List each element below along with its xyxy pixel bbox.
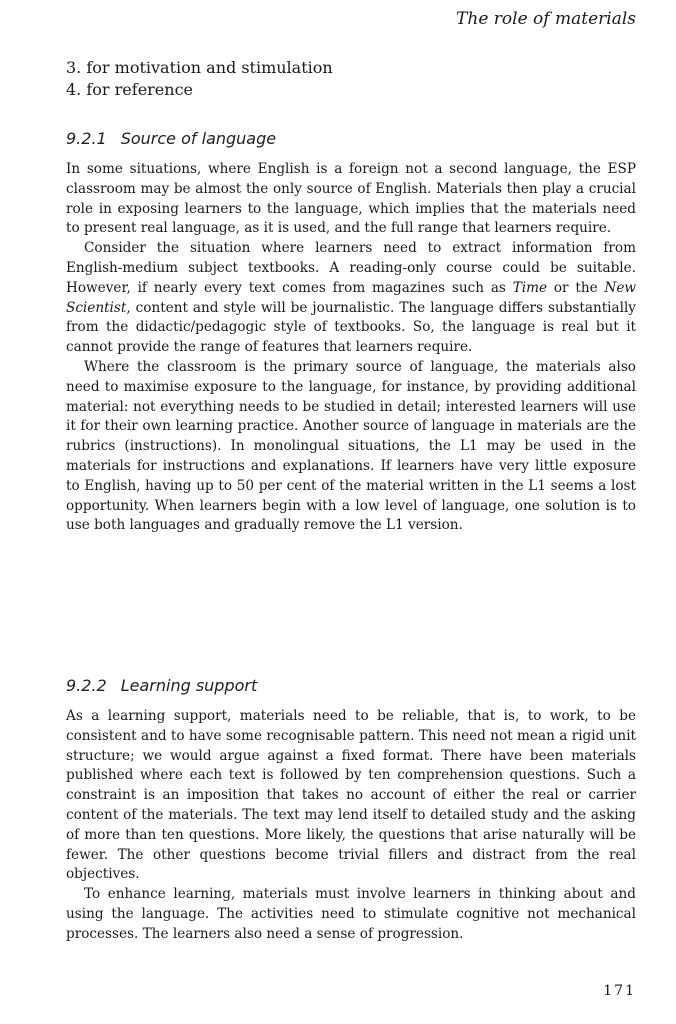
- section-body-source-of-language: [66, 160, 636, 536]
- paragraph: In some situations, where English is a foreign not a second language, the ESP classroom may be almost the only source of English. Materials then play a crucial role in exposing learners to the language, which implies that the materials need to present real language, as it is used, and the full range that learners require.: [66, 161, 636, 237]
- page-number: 171: [603, 983, 636, 999]
- paragraph-text: Consider the situation where learners need to extract information from English-medium subject textbooks. A reading-only course could be suitable. However, if nearly every text comes from magazines such as: [66, 240, 636, 296]
- section-number: 9.2.1: [66, 129, 107, 148]
- numbered-list: [66, 57, 333, 101]
- paragraph: To enhance learning, materials must involve learners in thinking about and using the language. The activities need to stimulate cognitive not mechanical processes. The learners also need a sense of progression.: [66, 886, 636, 942]
- paragraph: Where the classroom is the primary source of language, the materials also need to maximise exposure to the language, for instance, by providing additional material: not everything needs to be studied in detail; interested learners will use it for their own learning practice. Another source of language in materials are the rubrics (instructions). In monolingual situations, the L1 may be used in the materials for instructions and explanations. If learners have very little exposure to English, having up to 50 per cent of the material written in the L1 seems a lost opportunity. When learners begin with a low level of language, one solution is to use both languages and gradually remove the L1 version.: [66, 358, 636, 534]
- section-number: 9.2.2: [66, 676, 107, 695]
- paragraph-text: , content and style will be journalistic. The language differs substantially from the didactic/pedagogic style of textbooks. So, the language is real but it cannot provide the range of features that learners require.: [66, 299, 636, 356]
- list-item-text: for reference: [86, 80, 194, 99]
- list-item-text: for motivation and stimulation: [86, 58, 333, 77]
- list-item: [66, 57, 333, 79]
- list-item-number: 3.: [66, 58, 82, 77]
- section-heading-source-of-language: [66, 128, 276, 150]
- list-item: [66, 79, 333, 101]
- section-heading-learning-support: [66, 675, 257, 697]
- paragraph: [66, 239, 636, 358]
- section-title: Learning support: [120, 676, 258, 695]
- section-title: Source of language: [120, 129, 277, 148]
- section-body-learning-support: [66, 707, 636, 945]
- running-head: The role of materials: [456, 9, 636, 29]
- paragraph-text: or the: [547, 279, 605, 296]
- list-item-number: 4.: [66, 80, 82, 99]
- paragraph: As a learning support, materials need to be reliable, that is, to work, to be consistent and to have some recognisable pattern. This need not mean a rigid unit structure; we would argue against a fixed format. There have been materials published where each text is followed by ten comprehension questions. Such a constraint is an imposition that takes no account of either the real or carrier content of the materials. The text may lend itself to detailed study and the asking of more than ten questions. More likely, the questions that arise naturally will be fewer. The other questions become trivial fillers and distract from the real objectives.: [66, 708, 636, 883]
- magazine-title: Time: [512, 279, 548, 296]
- magazine-title: New Scientist: [66, 279, 636, 316]
